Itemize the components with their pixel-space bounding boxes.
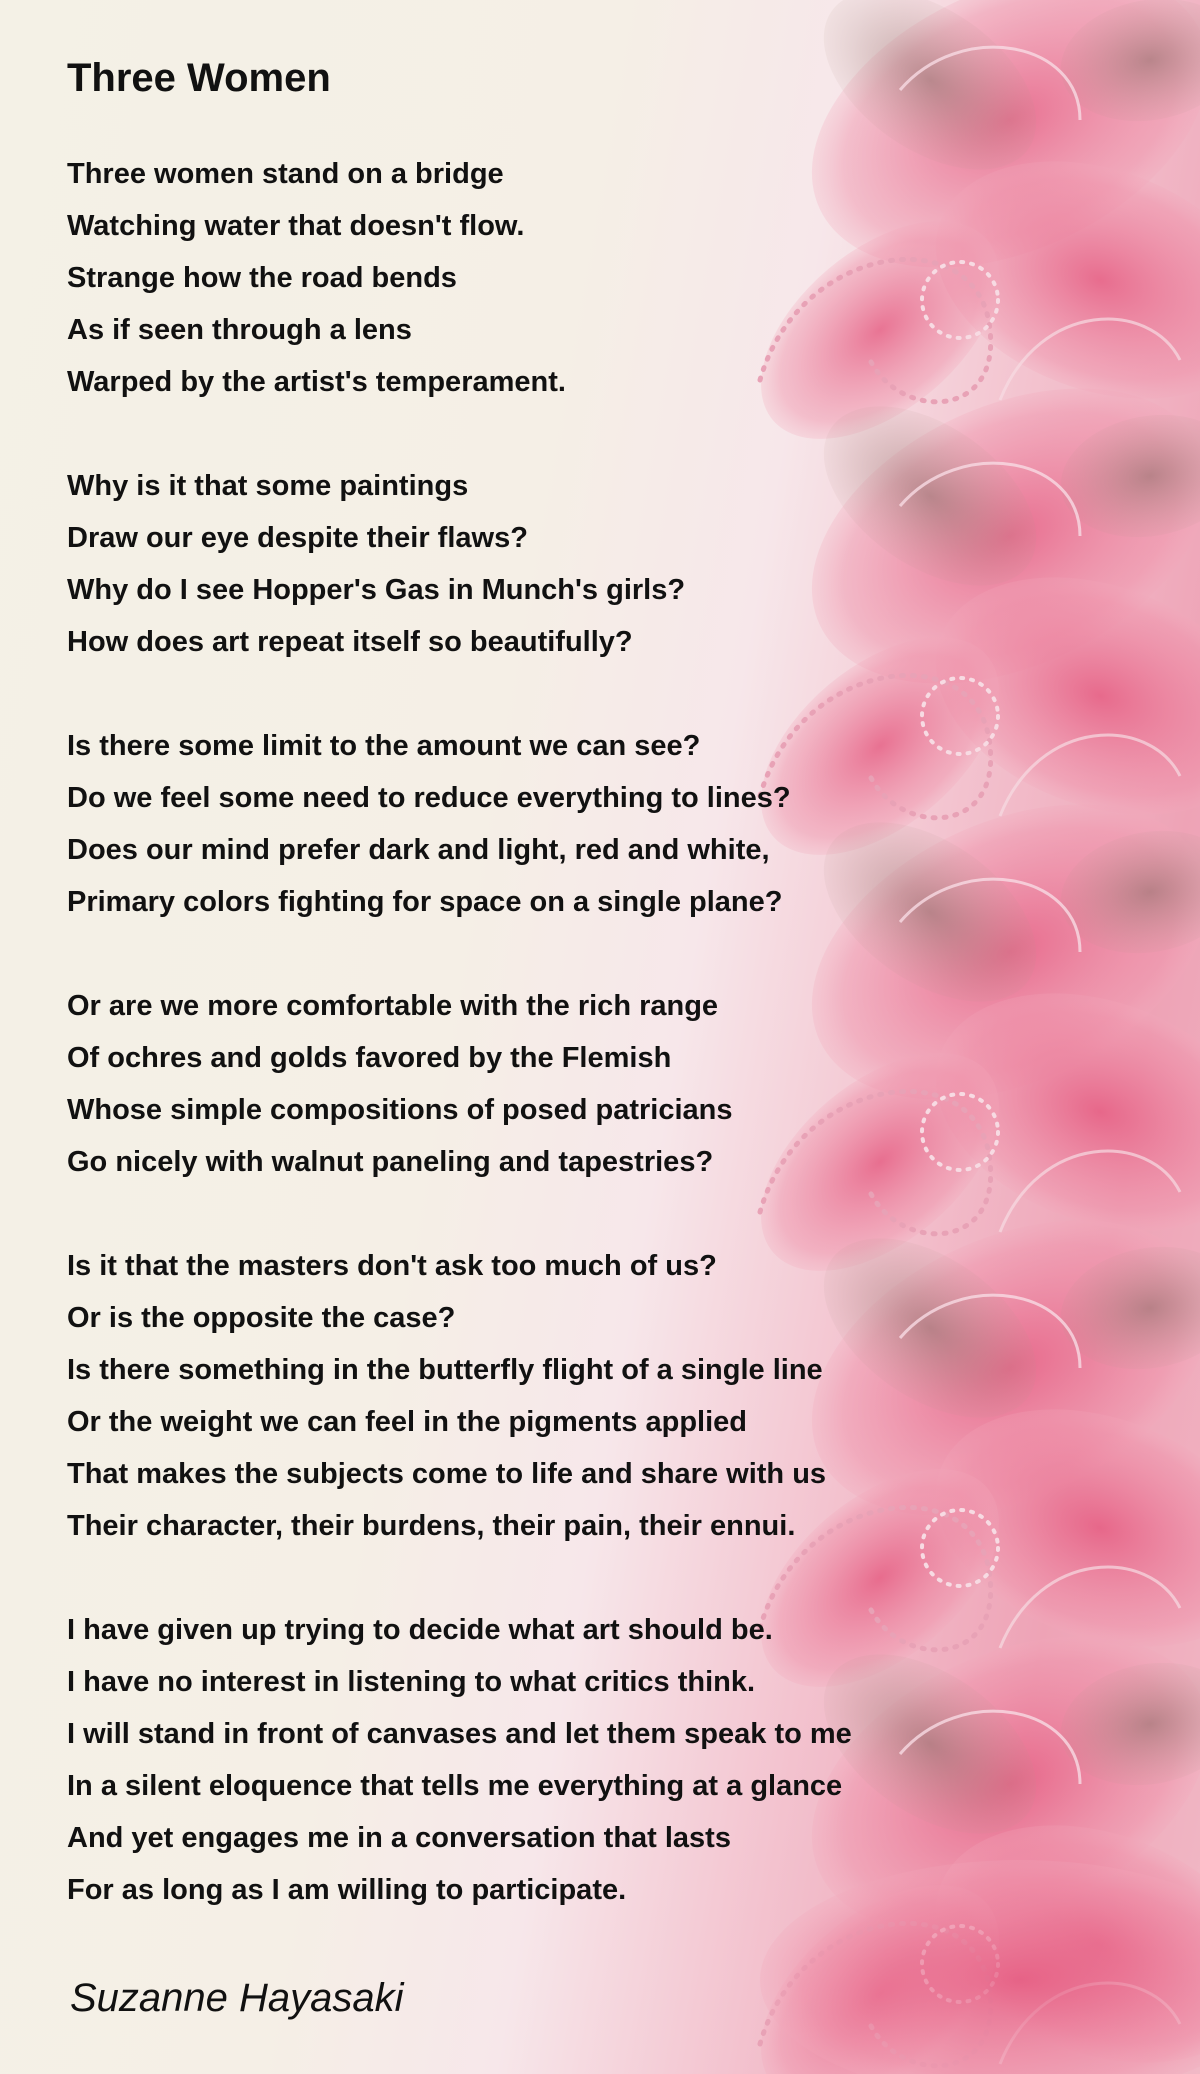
poem-line: Strange how the road bends (67, 262, 457, 294)
poem-line: Do we feel some need to reduce everything to lines? (67, 782, 791, 814)
poem-line: How does art repeat itself so beautifully? (67, 626, 633, 658)
poem-line: And yet engages me in a conversation that lasts (67, 1822, 731, 1854)
poem-line: Whose simple compositions of posed patricians (67, 1094, 733, 1126)
poem-author: Suzanne Hayasaki (70, 1976, 404, 2020)
poem-line: Or the weight we can feel in the pigments applied (67, 1406, 747, 1438)
poem-line: Draw our eye despite their flaws? (67, 522, 528, 554)
stanza-4 (67, 980, 733, 1188)
poem-line: Their character, their burdens, their pain, their ennui. (67, 1510, 796, 1542)
poem-line: Three women stand on a bridge (67, 158, 504, 190)
poem-line: For as long as I am willing to participate. (67, 1874, 627, 1906)
poem-line: Watching water that doesn't flow. (67, 210, 525, 242)
poem-line: Of ochres and golds favored by the Flemish (67, 1042, 672, 1074)
stanza-5 (67, 1240, 826, 1552)
poem-line: Or are we more comfortable with the rich range (67, 990, 719, 1022)
poem-line: That makes the subjects come to life and share with us (67, 1458, 827, 1490)
poem-line: I will stand in front of canvases and let them speak to me (67, 1718, 852, 1750)
stanza-1 (67, 148, 566, 408)
stanza-2 (67, 460, 685, 668)
poem-line: Warped by the artist's temperament. (67, 366, 566, 398)
poem-title: Three Women (67, 56, 331, 100)
poem-line: Go nicely with walnut paneling and tapestries? (67, 1146, 714, 1178)
poem-line: Primary colors fighting for space on a single plane? (67, 886, 783, 918)
poem-line: Why is it that some paintings (67, 470, 469, 502)
poem-line: Or is the opposite the case? (67, 1302, 456, 1334)
poem-line: Does our mind prefer dark and light, red and white, (67, 834, 770, 866)
poem-line: In a silent eloquence that tells me everything at a glance (67, 1770, 843, 1802)
poem-line: Is there some limit to the amount we can see? (67, 730, 701, 762)
poem-line: I have given up trying to decide what art should be. (67, 1614, 773, 1646)
poem-line: Is it that the masters don't ask too much of us? (67, 1250, 717, 1282)
poem-line: Is there something in the butterfly flight of a single line (67, 1354, 823, 1386)
stanza-6 (67, 1604, 852, 1916)
poem-line: As if seen through a lens (67, 314, 412, 346)
poem-line: Why do I see Hopper's Gas in Munch's girls? (67, 574, 686, 606)
stanza-3 (67, 720, 791, 928)
poem-line: I have no interest in listening to what critics think. (67, 1666, 756, 1698)
